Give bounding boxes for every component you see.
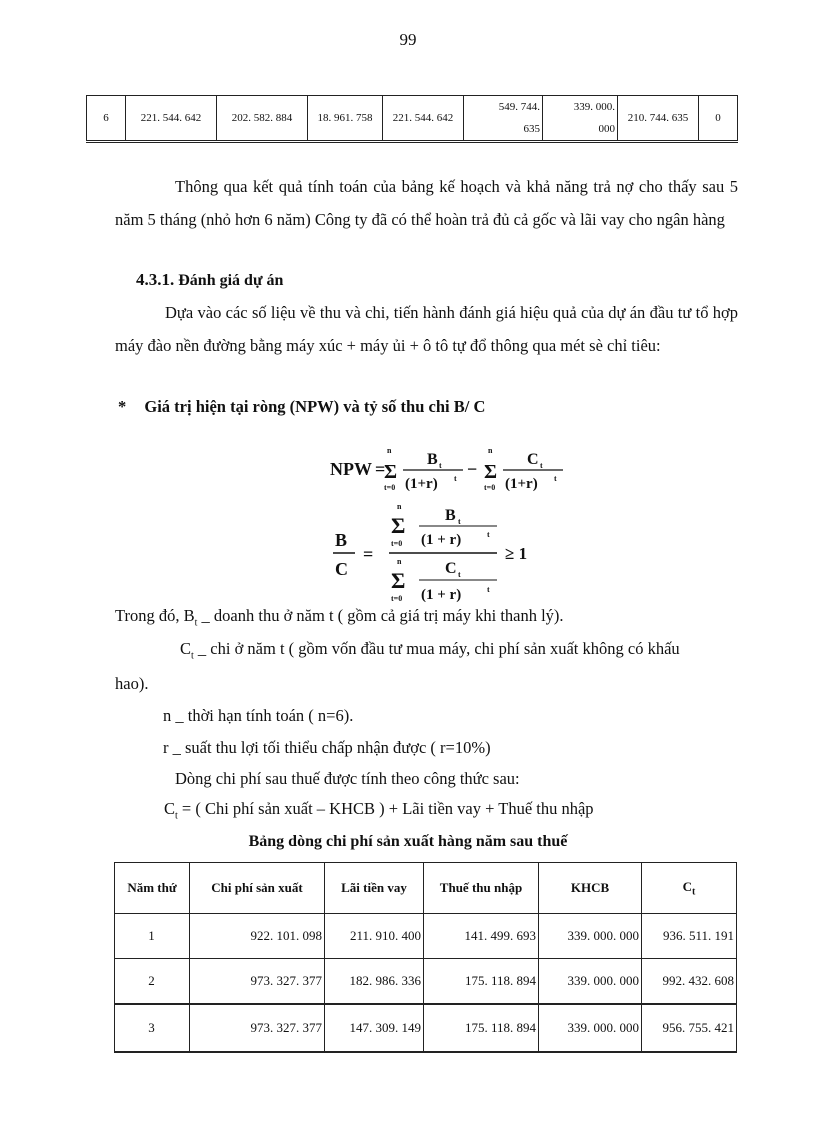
table-cell: 6 bbox=[87, 96, 126, 142]
lower-limit: t=0 bbox=[484, 483, 496, 492]
table-cell: 973. 327. 377 bbox=[190, 1004, 325, 1052]
upper-limit: n bbox=[397, 502, 402, 511]
sum-icon: Σ bbox=[391, 513, 406, 538]
exponent: t bbox=[554, 474, 557, 483]
table-cell bbox=[464, 96, 543, 142]
table-cell: 175. 118. 894 bbox=[424, 1004, 539, 1052]
paragraph: Dựa vào các số liệu về thu và chi, tiến hành đánh giá hiệu quả của dự án đầu tư tổ hợp máy đào nền đường bằng máy xúc + máy ủi + ô tô tự đổ thông qua mét sè chỉ tiêu: bbox=[115, 303, 738, 355]
table-header-row bbox=[115, 863, 737, 914]
table-cell: 992. 432. 608 bbox=[642, 959, 737, 1005]
definition-line bbox=[115, 606, 564, 628]
npw-formula bbox=[320, 440, 580, 500]
header-text: C bbox=[682, 878, 693, 894]
subscript: t bbox=[458, 570, 461, 579]
table-cell: 2 bbox=[115, 959, 190, 1005]
table-cell-line: 635 bbox=[523, 123, 540, 135]
table-cell: 147. 309. 149 bbox=[325, 1004, 424, 1052]
exponent: t bbox=[454, 474, 457, 483]
numerator-c: C bbox=[527, 451, 539, 468]
ratio-c: C bbox=[335, 559, 348, 579]
bullet-icon: * bbox=[118, 397, 127, 416]
text: _ chi ở năm t ( gồm vốn đầu tư mua máy, chi phí sản xuất không có khấu bbox=[193, 639, 680, 658]
subscript: t bbox=[194, 617, 198, 629]
denominator: (1+r) bbox=[405, 476, 438, 492]
table-cell: 339. 000. 000 bbox=[539, 1004, 642, 1052]
subscript: t bbox=[191, 650, 194, 662]
subscript: t bbox=[540, 461, 543, 470]
subscript: t bbox=[175, 810, 178, 822]
column-header: Chi phí sản xuất bbox=[190, 863, 325, 914]
definition-line: hao). bbox=[115, 674, 149, 693]
numerator-b: B bbox=[445, 507, 456, 524]
upper-limit: n bbox=[387, 446, 392, 455]
table-row bbox=[87, 96, 738, 142]
lower-limit: t=0 bbox=[391, 594, 403, 603]
table-cell: 1 bbox=[115, 914, 190, 959]
table-cell-line: 339. 000. bbox=[573, 101, 615, 113]
exponent: t bbox=[487, 585, 490, 594]
paragraph: Thông qua kết quả tính toán của bảng kế hoạch và khả năng trả nợ cho thấy sau 5 năm 5 tháng (nhỏ hơn 6 năm) Công ty đã có thể hoàn trả đủ cả gốc và lãi vay cho ngân hàng bbox=[115, 177, 738, 229]
equals: = bbox=[363, 544, 374, 564]
sum-icon: Σ bbox=[391, 568, 406, 593]
table-cell: 221. 544. 642 bbox=[126, 96, 217, 142]
table-cell: 956. 755. 421 bbox=[642, 1004, 737, 1052]
table-cell-line: 549. 744. bbox=[498, 101, 540, 113]
bullet-text: Giá trị hiện tại ròng (NPW) và tỷ số thu chi B/ C bbox=[144, 397, 486, 416]
table-caption: Bảng dòng chi phí sản xuất hàng năm sau thuế bbox=[248, 833, 568, 850]
ratio-b: B bbox=[335, 530, 348, 550]
table-cell: 141. 499. 693 bbox=[424, 914, 539, 959]
table-cell-line: 000 bbox=[598, 123, 615, 135]
subscript: t bbox=[439, 461, 442, 470]
denominator: (1+r) bbox=[505, 476, 538, 492]
table-cell: 339. 000. 000 bbox=[539, 959, 642, 1005]
table-cell: 175. 118. 894 bbox=[424, 959, 539, 1005]
lower-limit: t=0 bbox=[391, 539, 403, 548]
minus-sign: − bbox=[467, 459, 478, 479]
column-header: Lãi tiền vay bbox=[325, 863, 424, 914]
exponent: t bbox=[487, 530, 490, 539]
table-cell: 202. 582. 884 bbox=[217, 96, 308, 142]
equals: = bbox=[375, 459, 386, 479]
table-cell bbox=[543, 96, 618, 142]
numerator-b: B bbox=[427, 451, 438, 468]
table-cell: 0 bbox=[699, 96, 738, 142]
table-cell: 182. 986. 336 bbox=[325, 959, 424, 1005]
upper-limit: n bbox=[397, 557, 402, 566]
column-header bbox=[642, 863, 737, 914]
table-cell: 18. 961. 758 bbox=[308, 96, 383, 142]
text: C bbox=[164, 799, 176, 818]
definition-line: r _ suất thu lợi tối thiểu chấp nhận được ( r=10%) bbox=[163, 738, 491, 757]
text: C bbox=[180, 639, 192, 658]
table-cell: 211. 910. 400 bbox=[325, 914, 424, 959]
section-number: 4.3.1. bbox=[136, 270, 175, 289]
text: Trong đó, B bbox=[115, 606, 195, 625]
table-row bbox=[115, 914, 737, 959]
column-header: Năm thứ bbox=[115, 863, 190, 914]
column-header: Thuế thu nhập bbox=[424, 863, 539, 914]
table-cell: 339. 000. 000 bbox=[539, 914, 642, 959]
table-cell: 922. 101. 098 bbox=[190, 914, 325, 959]
table-cell: 936. 511. 191 bbox=[642, 914, 737, 959]
definition-line bbox=[180, 639, 680, 661]
numerator-c: C bbox=[445, 560, 457, 577]
table-cell: 3 bbox=[115, 1004, 190, 1052]
section-title: Đánh giá dự án bbox=[178, 272, 284, 289]
column-header: KHCB bbox=[539, 863, 642, 914]
upper-limit: n bbox=[488, 446, 493, 455]
definition-line: Dòng chi phí sau thuế được tính theo công thức sau: bbox=[175, 769, 520, 788]
table-row bbox=[115, 959, 737, 1005]
bc-ratio-formula bbox=[325, 500, 555, 605]
subscript: t bbox=[458, 517, 461, 526]
table-cell: 973. 327. 377 bbox=[190, 959, 325, 1005]
formula-line bbox=[164, 799, 594, 821]
section-heading bbox=[136, 270, 283, 290]
denominator: (1 + r) bbox=[421, 587, 462, 603]
inequality: ≥ 1 bbox=[505, 544, 528, 563]
text: = ( Chi phí sản xuất – KHCB ) + Lãi tiền vay + Thuế thu nhập bbox=[177, 799, 594, 818]
sum-icon: Σ bbox=[484, 461, 498, 483]
subscript: t bbox=[692, 886, 696, 898]
text: _ doanh thu ở năm t ( gồm cả giá trị máy khi thanh lý). bbox=[197, 606, 564, 625]
cost-table bbox=[114, 862, 737, 1053]
bullet-heading bbox=[118, 397, 485, 417]
lower-limit: t=0 bbox=[384, 483, 396, 492]
definition-line: n _ thời hạn tính toán ( n=6). bbox=[163, 706, 354, 725]
denominator: (1 + r) bbox=[421, 532, 462, 548]
table-cell: 210. 744. 635 bbox=[618, 96, 699, 142]
table-row bbox=[115, 1004, 737, 1052]
table-cell: 221. 544. 642 bbox=[383, 96, 464, 142]
npw-label: NPW bbox=[330, 459, 372, 479]
sum-icon: Σ bbox=[384, 461, 398, 483]
page-number: 99 bbox=[399, 30, 417, 49]
repayment-table-continued bbox=[86, 95, 738, 143]
